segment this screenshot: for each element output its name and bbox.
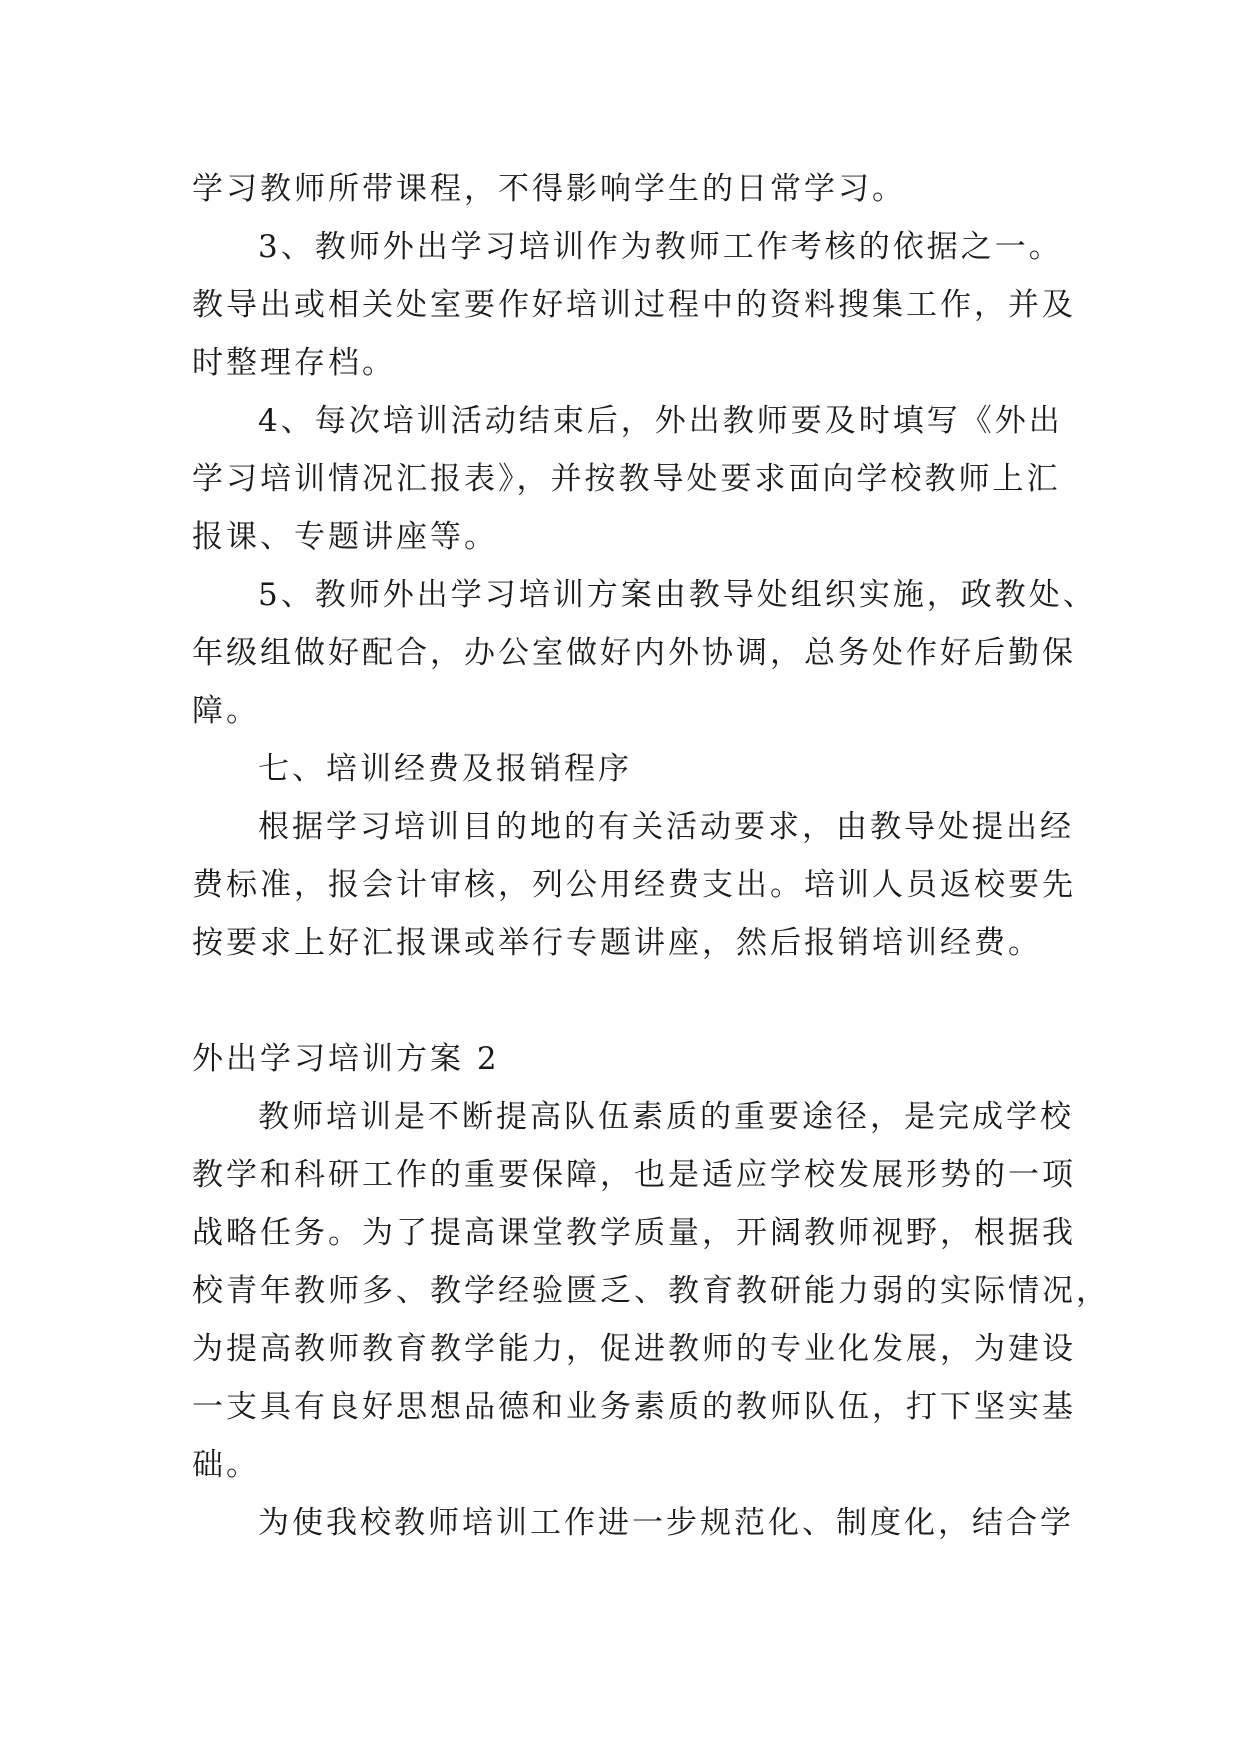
paragraph bbox=[192, 392, 1072, 566]
text-line: 5、教师外出学习培训方案由教导处组织实施，政教处、 bbox=[258, 577, 1097, 613]
text-line: 学习教师所带课程，不得影响学生的日常学习。 bbox=[192, 171, 906, 207]
text-line: 年级组做好配合，办公室做好内外协调，总务处作好后勤保 bbox=[192, 635, 1076, 671]
document-page bbox=[192, 160, 1110, 1552]
text-line: 础。 bbox=[192, 1447, 260, 1483]
text-line: 一支具有良好思想品德和业务素质的教师队伍，打下坚实基 bbox=[192, 1389, 1076, 1425]
paragraph bbox=[192, 798, 1076, 972]
text-line: 教导出或相关处室要作好培训过程中的资料搜集工作，并及 bbox=[192, 287, 1076, 323]
text-line: 根据学习培训目的地的有关活动要求，由教导处提出经 bbox=[258, 809, 1074, 845]
paragraph bbox=[192, 1494, 1072, 1552]
text-line: 按要求上好汇报课或举行专题讲座，然后报销培训经费。 bbox=[192, 925, 1042, 961]
text-line: 战略任务。为了提高课堂教学质量，开阔教师视野，根据我 bbox=[192, 1215, 1076, 1251]
paragraph bbox=[192, 218, 1076, 392]
text-line: 校青年教师多、教学经验匮乏、教育教研能力弱的实际情况， bbox=[192, 1273, 1110, 1309]
paragraph-gap bbox=[192, 972, 1072, 1030]
text-line: 为使我校教师培训工作进一步规范化、制度化，结合学 bbox=[258, 1505, 1074, 1541]
text-line: 学习培训情况汇报表》，并按教导处要求面向学校教师上汇 bbox=[192, 461, 1061, 497]
paragraph bbox=[192, 740, 1072, 798]
text-line: 七、培训经费及报销程序 bbox=[258, 751, 632, 787]
paragraph bbox=[192, 1088, 1110, 1494]
text-line: 费标准，报会计审核，列公用经费支出。培训人员返校要先 bbox=[192, 867, 1076, 903]
paragraph bbox=[192, 160, 1072, 218]
paragraph bbox=[192, 566, 1097, 740]
text-line: 为提高教师教育教学能力，促进教师的专业化发展，为建设 bbox=[192, 1331, 1076, 1367]
text-line: 时整理存档。 bbox=[192, 345, 396, 381]
text-line: 3、教师外出学习培训作为教师工作考核的依据之一。 bbox=[258, 229, 1063, 265]
text-line: 障。 bbox=[192, 693, 260, 729]
text-line: 教学和科研工作的重要保障，也是适应学校发展形势的一项 bbox=[192, 1157, 1076, 1193]
text-line: 外出学习培训方案 2 bbox=[192, 1041, 500, 1077]
text-line: 4、每次培训活动结束后，外出教师要及时填写《外出 bbox=[258, 403, 1063, 439]
section-heading bbox=[192, 1030, 1072, 1088]
text-line: 教师培训是不断提高队伍素质的重要途径，是完成学校 bbox=[258, 1099, 1074, 1135]
text-line: 报课、专题讲座等。 bbox=[192, 519, 498, 555]
